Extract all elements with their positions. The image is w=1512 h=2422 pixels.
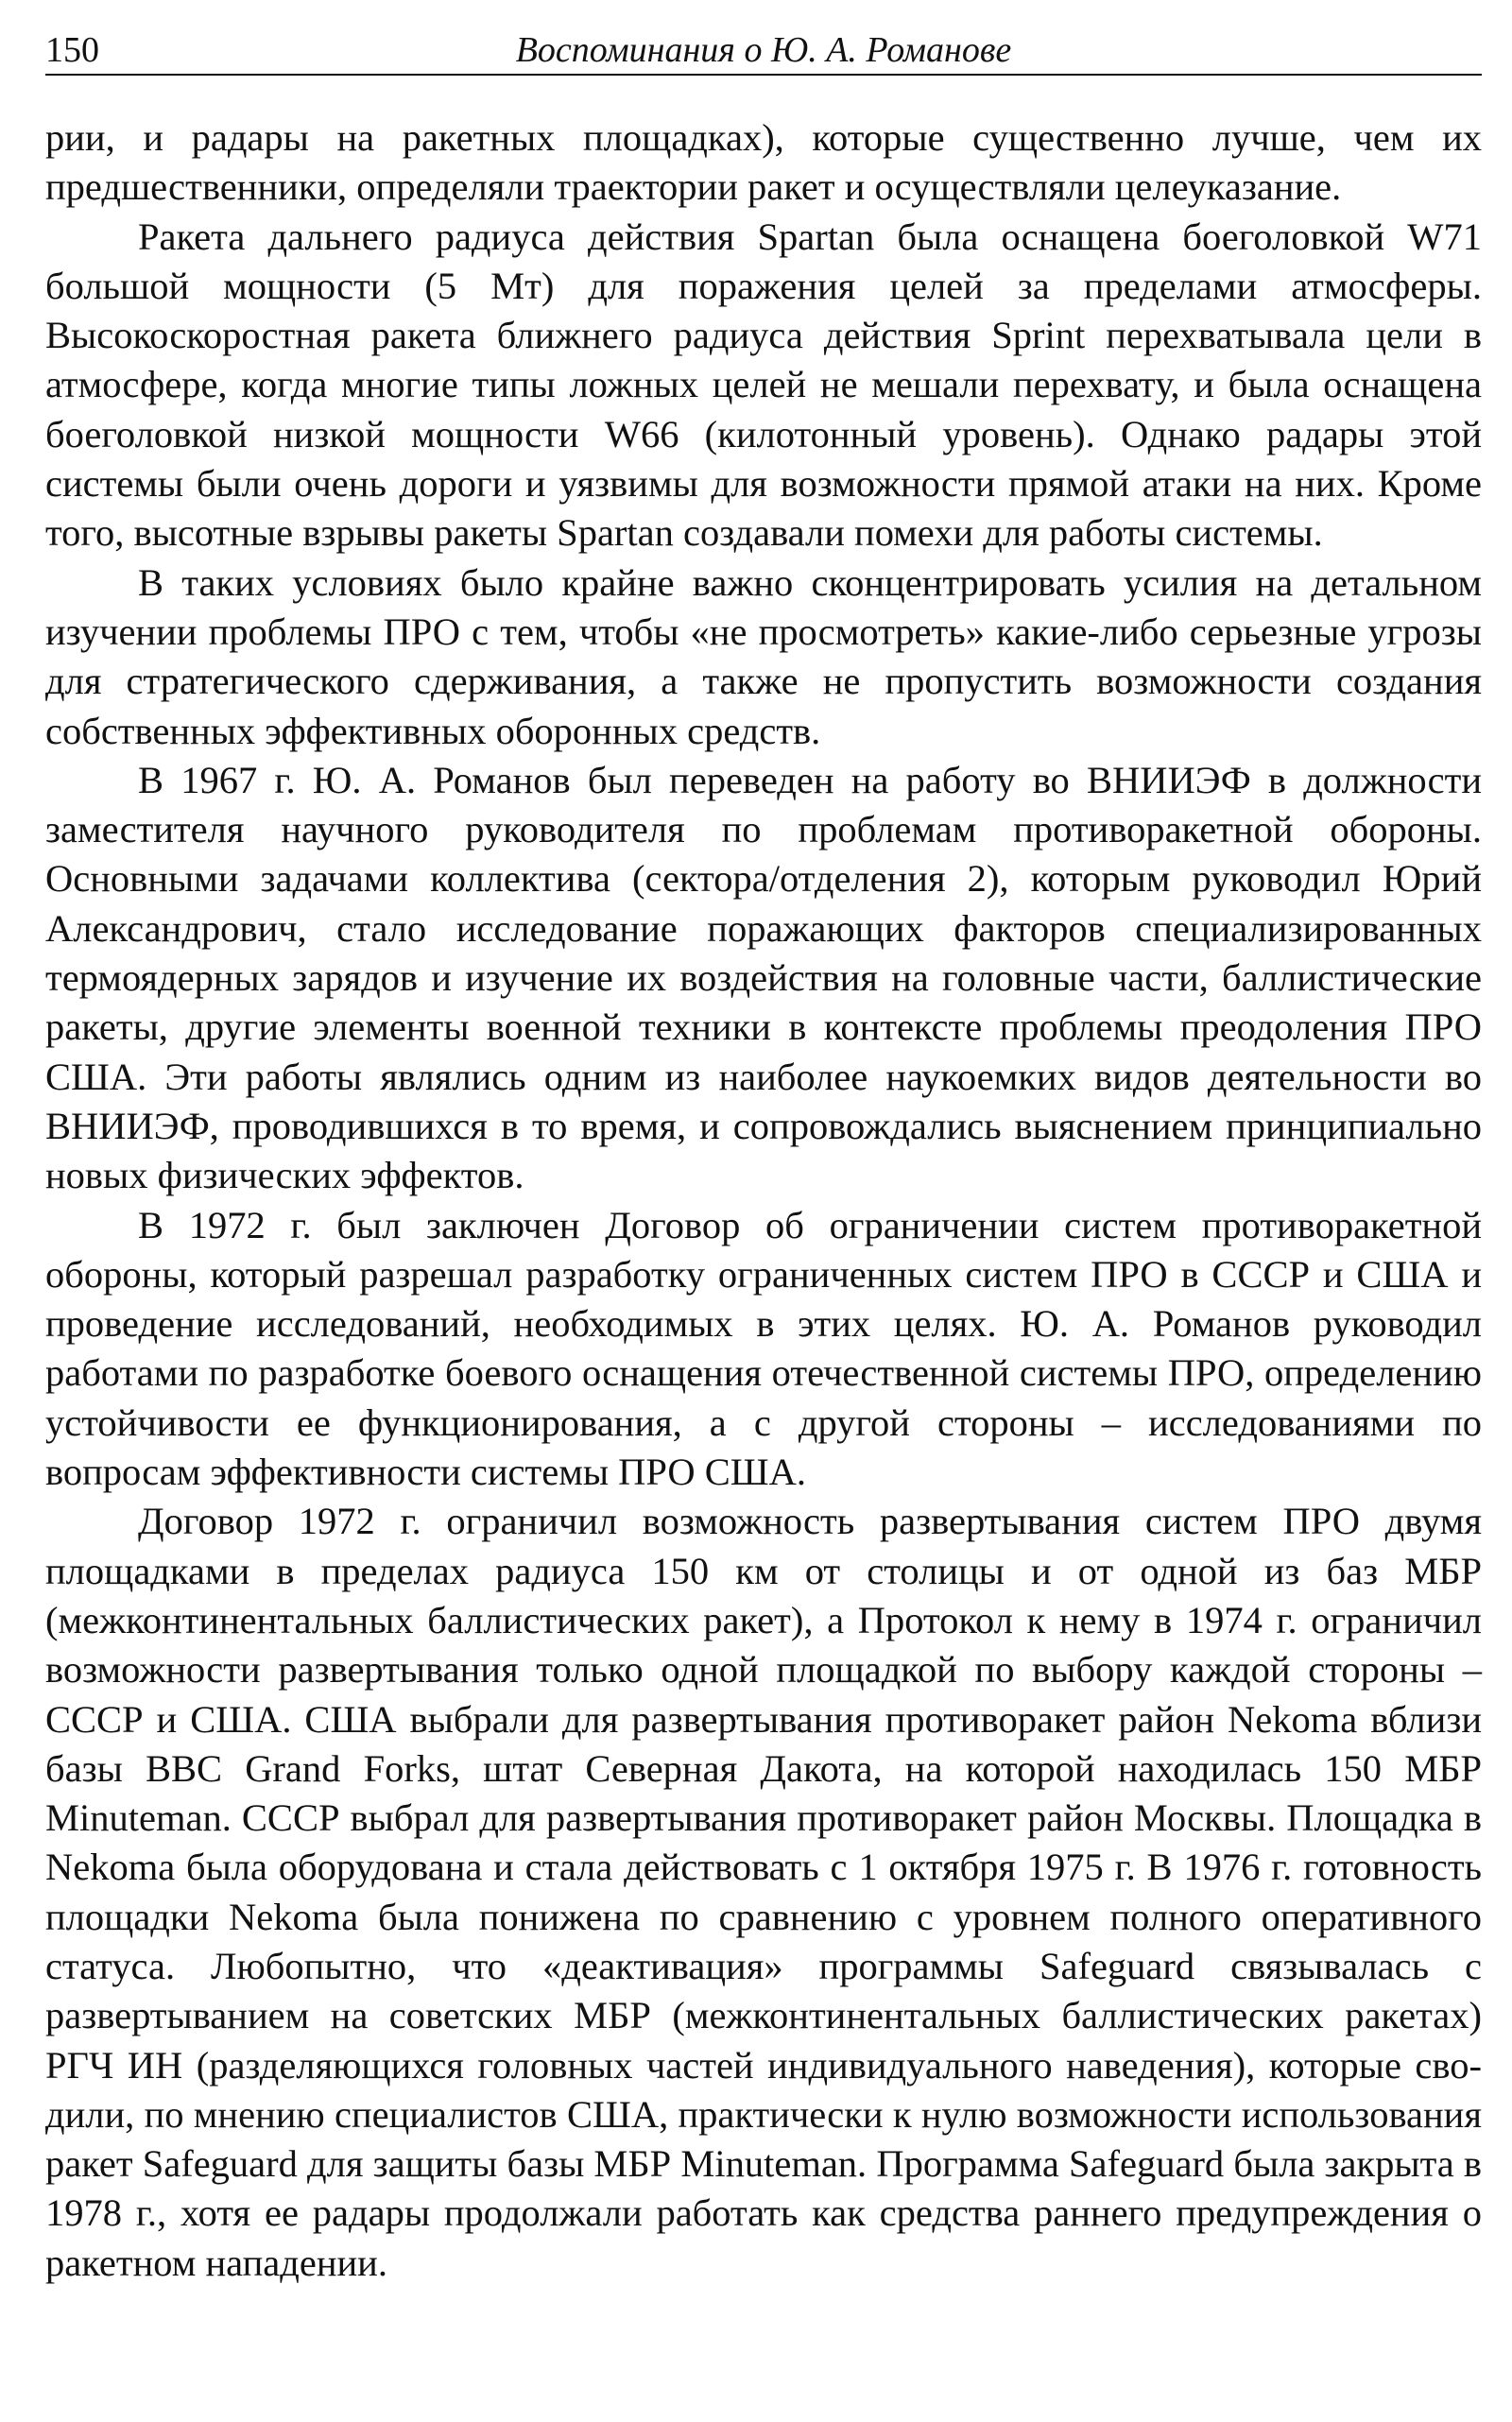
paragraph-treaty-limits: Договор 1972 г. ограничил возможность развертывания систем ПРО двумя площадками в пределах радиуса 150 км от столицы и от одной из баз МБР (межконтинентальных баллистических ракет), а Протокол к нему в 1974 г. ограничил возможности развертывания только одной площадкой по выбору каждой стороны – СССР и США. США выбрали для развертывания противоракет район Nekoma вблизи базы ВВС Grand Forks, штат Северная Дакота, на которой находилась 150 МБР Minuteman. СССР выбрал для развертывания противоракет район Москвы. Площадка в Nekoma была оборудована и стала действовать с 1 октября 1975 г. В 1976 г. готовность площадки Nekoma была понижена по сравнению с уровнем полного оперативного статуса. Любопытно, что «деактивация» программы Safeguard связывалась с развертыванием на советских МБР (межконтинентальных баллистических ракетах) РГЧ ИН (разделяющихся головных частей индивидуального наведения), которые сводили, по мнению специалистов США, практически к нулю возможности использования ракет Safeguard для защиты базы МБР Minuteman. Программа Safeguard была закрыта в 1978 г., хотя ее радары продолжали работать как средства раннего предупреждения о ракетном нападении. (45, 1500, 1482, 2284)
body-text (45, 113, 1482, 2288)
paragraph-spartan-sprint: Ракета дальнего радиуса действия Spartan была оснащена боеголовкой W71 большой мощности (5 Мт) для поражения целей за пределами атмосферы. Высокоскоростная ракета ближнего радиуса действия Sprint перехватывала цели в атмосфере, когда многие типы ложных целей не мешали перехвату, и была оснащена боеголовкой низкой мощности W66 (килотонный уровень). Однако радары этой системы были очень дороги и уязвимы для возможности прямой атаки на них. Кроме того, высотные взрывы ракеты Spartan создавали помехи для работы системы. (45, 215, 1482, 555)
book-page (45, 26, 1482, 2288)
running-title: Воспоминания о Ю. А. Романове (515, 30, 1012, 70)
paragraph-1972-treaty: В 1972 г. был заключен Договор об ограничении систем противоракетной обороны, который разрешал разработку ограниченных систем ПРО в СССР и США и проведение исследований, необходимых в этих целях. Ю. А. Романов руководил работами по разработке боевого оснащения отечественной системы ПРО, определению устойчивости ее функционирования, а с другой стороны – исследованиями по вопросам эффективности системы ПРО США. (45, 1203, 1482, 1494)
paragraph-conditions: В таких условиях было крайне важно сконцентрировать усилия на детальном изучении проблемы ПРО с тем, чтобы «не просмотреть» какие-либо серьезные угрозы для стратегического сдерживания, а также не пропустить возможности создания собственных эффективных оборонных средств. (45, 560, 1482, 752)
running-header (45, 26, 1482, 76)
paragraph-1967: В 1967 г. Ю. А. Романов был переведен на работу во ВНИИЭФ в должности заместителя научного руководителя по проблемам противоракетной обороны. Основными задачами коллектива (сектора/отделения 2), которым руководил Юрий Александрович, стало исследование поражающих факторов специализированных термоядерных зарядов и изучение их воздействия на головные части, баллистические ракеты, другие элементы военной техники в контексте проблемы преодоления ПРО США. Эти работы являлись одним из наиболее наукоемких видов деятельности во ВНИИЭФ, проводившихся в то время, и сопровождались выяснением принципиально новых физических эффектов. (45, 758, 1482, 1197)
paragraph-continued: рии, и радары на ракетных площадках), которые существенно лучше, чем их предшественники, определяли траектории ракет и осуществляли целеуказание. (45, 116, 1482, 209)
page-number: 150 (45, 30, 99, 70)
